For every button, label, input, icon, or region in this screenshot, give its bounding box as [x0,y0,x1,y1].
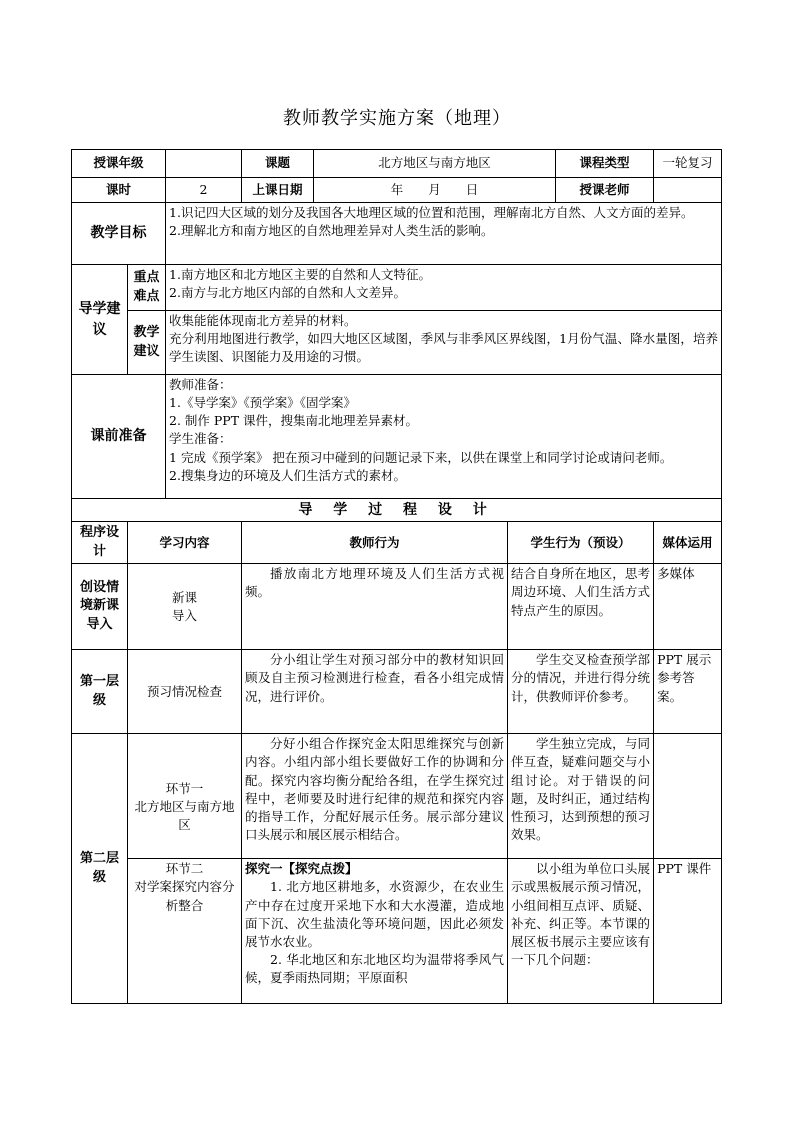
hours-label: 课时 [72,178,166,203]
teacher-action-level-2-part-2 [242,859,508,1004]
goals-label: 教学目标 [72,203,166,265]
stage-level-1: 第一层级 [72,650,128,734]
course-type-label: 课程类型 [556,150,654,178]
goal-line: 1.识记四大区域的划分及我国各大地理区域的位置和范围，理解南北方自然、人文方面的差异。 [169,205,694,220]
col-header-teacher: 教师行为 [242,522,508,564]
content-line: 对学案探究内容分析整合 [134,879,235,913]
content-line: 预习情况检查 [147,683,223,699]
guidance-label: 导学建议 [72,265,128,375]
prep-line: 1.《导学案》《预学案》《固学案》 [169,395,356,411]
prep-label: 课前准备 [72,375,166,499]
student-action-intro: 结合自身所在地区，思考周边环境、人们生活方式特点产生的原因。 [508,564,654,650]
content-level-1 [128,650,242,734]
key-points-content [166,265,722,311]
media-level-2-part-1 [654,734,722,859]
page-title: 教师教学实施方案（地理） [283,108,511,129]
teacher-action-level-2-part-1: 分好小组合作探究金太阳思维探究与创新内容。小组内部小组长要做好工作的协调和分配。探究内容均衡分配给各组，在学生探究过程中，老师要及时进行纪律的规范和探究内容的指导工作，分配好展示任务。展示部分建议口头展示和展区展示相结合。 [242,734,508,859]
content-line: 环节二 [165,861,204,877]
prep-line: 1 完成《预学案》 把在预习中碰到的问题记录下来，以供在课堂上和同学讨论或请问老师。 [169,449,673,465]
content-line: 新课 [172,589,198,605]
process-section-title: 导 学 过 程 设 计 [72,499,722,522]
prep-line: 教师准备： [169,377,232,392]
suggestion-line: 收集能能体现南北方差异的材料。 [169,313,357,328]
hours-value: 2 [166,178,242,203]
key-point-line: 1.南方地区和北方地区主要的自然和人文特征。 [169,267,431,282]
course-type-value: 一轮复习 [654,150,722,178]
content-intro [128,564,242,650]
prep-line: 2.搜集身边的环境及人们生活方式的素材。 [169,467,406,483]
key-points-label: 重点难点 [128,265,166,311]
content-line: 环节一 [165,781,204,797]
prep-line: 学生准备： [169,431,232,447]
teacher-action-level-1: 分小组让学生对预习部分中的教材知识回顾及自主预习检测进行检查，看各小组完成情况，进行评价。 [242,650,508,734]
col-header-student: 学生行为（预设） [508,522,654,564]
teacher-action-intro: 播放南北方地理环境及人们生活方式视频。 [242,564,508,650]
grade-label: 授课年级 [72,150,166,178]
explore-line: 1. 北方地区耕地多，水资源少，在农业生产中存在过度开采地下水和大水漫灌，造成地面下沉、次生盐渍化等环境问题，因此必须发展节水农业。 [245,879,505,949]
prep-line: 2. 制作 PPT 课件，搜集南北地理差异素材。 [169,413,419,429]
media-intro: 多媒体 [654,564,722,650]
stage-level-2: 第二层级 [72,734,128,1004]
content-level-2-part-2 [128,859,242,1004]
teacher-value [654,178,722,203]
content-level-2-part-1 [128,734,242,859]
teaching-suggestion-content [166,311,722,375]
goal-line: 2.理解北方和南方地区的自然地理差异对人类生活的影响。 [169,223,494,239]
prep-content [166,375,722,499]
explore-heading: 探究一【探究点拨】 [245,861,358,877]
suggestion-line: 充分利用地图进行教学，如四大地区区域图，季风与非季风区界线图，1月份气温、降水量图，培养学生读图、识图能力及用途的习惯。 [169,331,719,365]
explore-line: 2. 华北地区和东北地区均为温带将季风气候，夏季雨热同期；平原面积 [245,951,505,986]
topic-value: 北方地区与南方地区 [314,150,556,178]
media-level-2-part-2: PPT 课件 [654,859,722,1004]
student-action-level-2-part-1: 学生独立完成，与同伴互查，疑难问题交与小组讨论。对于错误的问题，及时纠正，通过结构性预习，达到预想的预习效果。 [508,734,654,859]
stage-intro: 创设情境新课导入 [72,564,128,650]
student-action-level-1: 学生交叉检查预学部分的情况，并进行得分统计，供教师评价参考。 [508,650,654,734]
teaching-suggestion-label: 教学建议 [128,311,166,375]
col-header-content: 学习内容 [128,522,242,564]
content-line: 北方地区与南方地区 [134,799,235,833]
col-header-media: 媒体运用 [654,522,722,564]
topic-label: 课题 [242,150,314,178]
date-value: 年 月 日 [314,178,556,203]
key-point-line: 2.南方与北方地区内部的自然和人文差异。 [169,285,406,301]
grade-value [166,150,242,178]
media-level-1: PPT 展示参考答案。 [654,650,722,734]
goals-content [166,203,722,265]
student-action-level-2-part-2: 以小组为单位口头展示或黑板展示预习情况，小组间相互点评、质疑、补充、纠正等。本节课的展区板书展示主要应该有一下几个问题： [508,859,654,1004]
date-label: 上课日期 [242,178,314,203]
lesson-plan-table [71,149,722,1004]
col-header-stage: 程序设计 [72,522,128,564]
content-line: 导入 [172,607,198,623]
teacher-label: 授课老师 [556,178,654,203]
